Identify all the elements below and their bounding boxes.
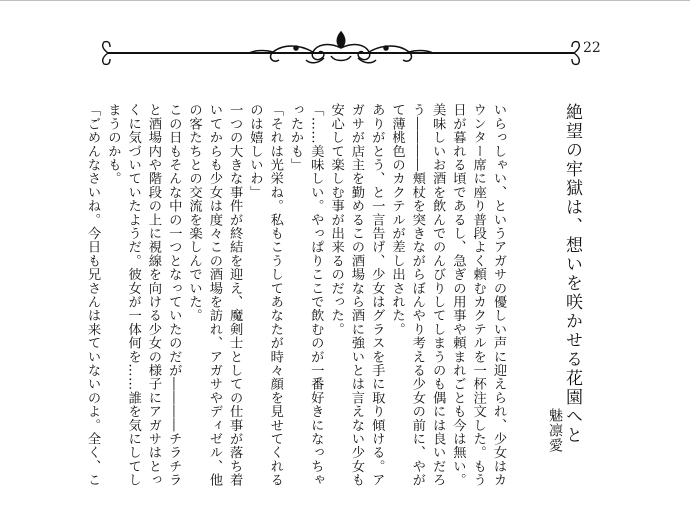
paragraph: 一つの大きな事件が終結を迎え、魔剣士としての仕事が落ち着いてからも少女は度々この酒場を訪れ、アガサやディゼル、他の客たちとの交流を楽しんでいた。: [186, 103, 243, 487]
paragraph: この日もそんな中の一つとなっていたのだが――――チラチラと酒場内や階段の上に視線を向ける少女の様子にアガサはとっくに気づいていたようだ。彼女が一体何を……誰を気にしてしまうのかも。: [105, 103, 182, 487]
story-body: [78, 103, 508, 488]
story-title: 絶望の牢獄は、想いを咲かせる花園へと: [562, 103, 582, 445]
paragraph: ありがとう、と一言告げ、少女はグラスを手に取り傾ける。アガサが店主を勤めるこの酒場なら酒に強いとは言えない少女も安心して楽しむ事が出来るのだった。: [328, 103, 385, 487]
paragraph: いらっしゃい、というアガサの優しい声に迎えられ、少女はカウンター席に座り普段よく頼むカクテルを一杯注文した。もう日が暮れる頃であるし、急ぎの用事や頼まれごとも今は無い。美味しいお酒を飲んでのんびりしてしまうのも偶には良いだろう――――頬杖を突きながらぼんやり考える少女の前に、やがて薄桃色のカクテルが差し出された。: [389, 103, 506, 487]
author-name: 魅凛愛: [547, 408, 563, 453]
paragraph: 「ごめんなさいね。今日も兄さんは来ていないのよ。全く、こ: [85, 103, 101, 487]
page-number: 22: [583, 40, 601, 56]
paragraph: 「……美味しい。やっぱりここで飲むのが一番好きになっちゃったかも」: [288, 103, 324, 487]
paragraph: 「それは光栄ね。私もこうしてあなたが時々顔を見せてくれるのは嬉しいわ」: [247, 103, 283, 487]
ornamental-divider: [96, 28, 586, 68]
top-border: [0, 0, 690, 1]
